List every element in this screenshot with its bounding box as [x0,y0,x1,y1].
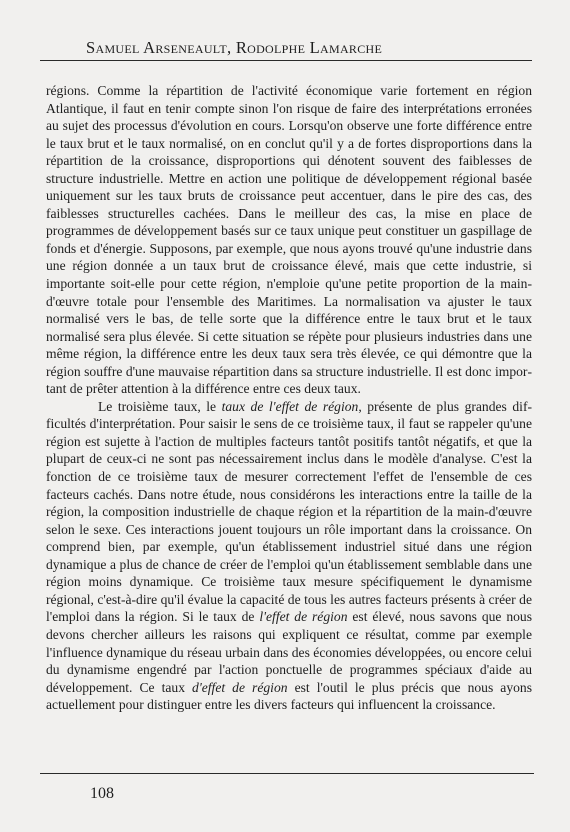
paragraph-2-start: Le troisième taux, le [98,398,222,414]
page-number: 108 [90,785,114,802]
paragraph-1: régions. Comme la répartition de l'activité économique varie fortement en région Atlantique, il faut en tenir compte sinon l'on risque de faire des interprétations erronées au sujet des processus d'évolution en cours. Lorsqu'on observe une forte différence entre le taux brut et le taux normalisé, on en conclut qu'il y a de fortes disproportions dans la répartition de la croissance, disproportions qui dénotent souvent des faiblesses de structure industrielle. Mettre en action une politique de développement régional basée uniquement sur les taux bruts de croissance peut accentuer, dans le pire des cas, des faiblesses structurelles cachées. Dans le meilleur des cas, la mise en place de programmes de développement basés sur ce taux unique peut constituer un gaspillage de fonds et d'énergie. Supposons, par exemple, que nous ayons trouvé qu'une industrie dans une région donnée a un taux brut de croissance élevé, mais que cette industrie, si importante soit-elle pour cette région, n'emploie qu'une petite proportion de la main-d'œuvre totale pour l'ensemble des Maritimes. La normalisation va ajuster le taux normalisé vers le bas, de telle sorte que la différence entre le taux brut et le taux normalisé sera plus élevée. Si cette situation se répète pour plusieurs industries dans une même région, la différence entre les deux taux sera très élevée, ce qui démontre que la région souffre d'une mauvaise répartition dans sa structure industrielle. Il est donc important de prêter attention à la différence entre ces deux taux. [46,83,532,397]
body-text [46,82,532,714]
term-taux-effet-region: taux de l'effet de région [221,398,359,414]
paragraph-2-end: est l'outil le plus précis que nous ayons actuellement pour distinguer entre les divers facteurs qui influencent la croissance. [46,679,532,713]
running-title: Samuel Arseneault, Rodolphe Lamarche [86,38,383,57]
term-effet-region: l'effet de région [259,609,348,625]
term-effet-region-2: d'effet de région [192,679,288,695]
footer-rule [40,773,534,774]
paragraph-2-middle-1: , présente de plus grandes difficultés d'interprétation. Pour saisir le sens de ce troisième taux, il faut se rappeler qu'une région est sujette à l'action de multiples facteurs tantôt positifs tantôt négatifs, et que la plupart de ceux-ci ne sont pas nécessairement inclus dans le modèle d'analyse. C'est la fonction de ce troisième taux de mesurer correctement l'effet de l'ensemble de ces facteurs cachés. Dans notre étude, nous considérons les interactions entre la taille de la région, la composition industrielle de chaque région et la répartition de la main-d'œuvre selon le sexe. Ces interactions jouent toujours un rôle important dans la croissance. On comprend bien, par exemple, qu'un établissement industriel situé dans une région dynamique a plus de chance de créer de l'emploi qu'un établissement semblable dans une région moins dynamique. Ce troisième taux mesure spécifiquement le dynamisme régional, c'est-à-dire qu'il évalue la capacité de tous les autres facteurs présents à créer de l'emploi dans la région. Si le taux de [46,398,532,625]
paragraph-2-middle-2: est élevé, nous savons que nous devons chercher ailleurs les raisons qui expliquent ce résultat, comme par exemple l'influence dynamique du réseau urbain dans des économies développées, ou encore celui du dynamisme engendré par l'action ponctuelle de programmes spéciaux d'aide au développement. Ce taux [46,609,533,695]
paragraph-2 [46,398,532,714]
running-header [40,38,532,61]
